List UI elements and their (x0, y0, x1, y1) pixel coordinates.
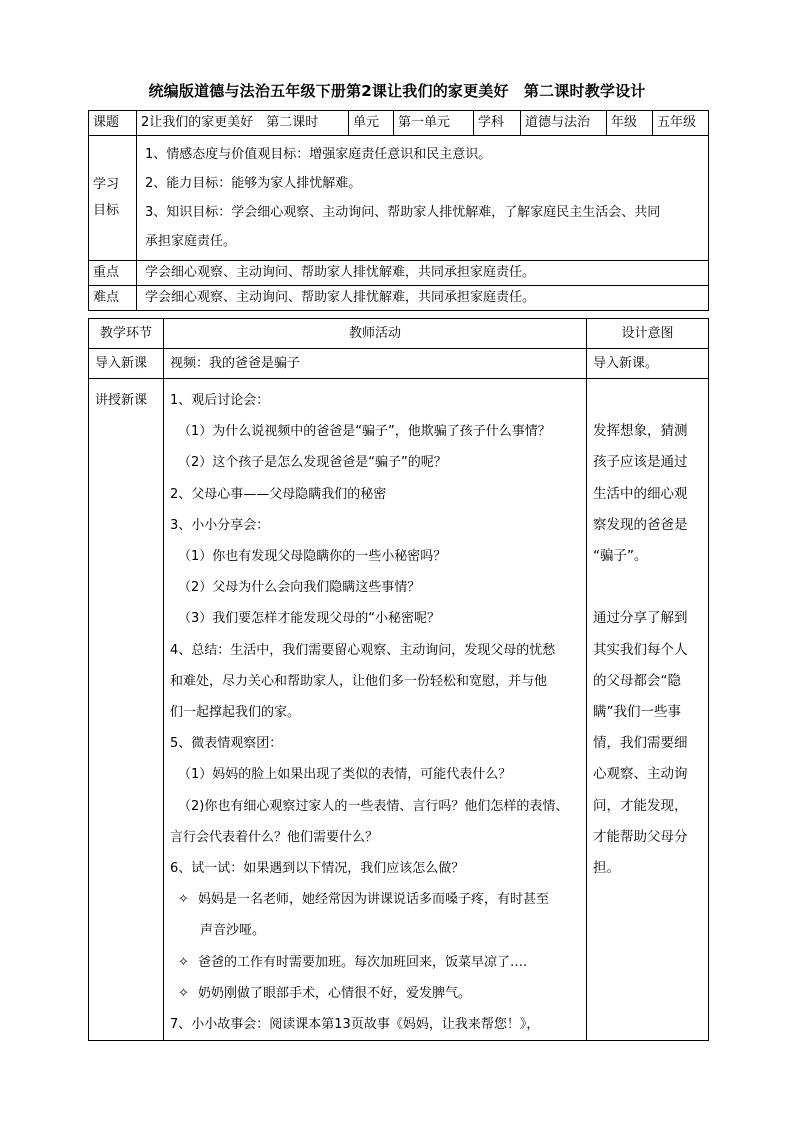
activity-line: 1、观后讨论会： (170, 393, 270, 408)
intent-line: 察发现的爸爸是 (593, 516, 688, 533)
key-points-value: 学会细心观察、主动询问、帮助家人排忧解难，共同承担家庭责任。 (137, 261, 709, 286)
unit-label: 单元 (349, 111, 394, 136)
document-title: 统编版道德与法治五年级下册第2课让我们的家更美好 第二课时教学设计 (148, 82, 646, 100)
bullet-diamond-icon: ✧ (178, 892, 189, 908)
activity-bullet-line (170, 947, 580, 978)
grade-value: 五年级 (653, 111, 709, 136)
difficulties-value: 学会细心观察、主动询问、帮助家人排忧解难，共同承担家庭责任。 (137, 286, 709, 311)
difficulties-row (89, 286, 709, 311)
intent-line: 孩子应该是通过 (593, 454, 688, 471)
intent-line: 其实我们每个人 (593, 641, 688, 658)
bullet-text: 妈妈是一名老师，她经常因为讲课说话多而嗓子疼，有时甚至 (198, 892, 550, 908)
activity-line: （3）我们要怎样才能发现父母的“小秘密呢？ (178, 611, 441, 627)
intro-intent: 导入新课。 (587, 349, 709, 379)
intent-line (593, 385, 702, 416)
lesson-table (88, 318, 709, 1041)
activity-line: （1）为什么说视频中的爸爸是“骗子”，他欺骗了孩子什么事情？ (178, 424, 551, 440)
intent-line: 的父母都会“隐 (593, 672, 681, 689)
activity-line: （2）这个孩子是怎么发现爸爸是“骗子”的呢？ (178, 455, 447, 471)
teach-row (89, 379, 709, 1041)
bullet-diamond-icon: ✧ (178, 985, 189, 1001)
topic-label: 课题 (89, 111, 137, 136)
activity-line: 们一起撑起我们的家。 (170, 705, 301, 721)
goal-item: 承担家庭责任。 (145, 234, 237, 249)
header-stage: 教学环节 (89, 319, 164, 349)
intro-activity: 视频：我的爸爸是骗子 (164, 349, 587, 379)
topic-value: 2让我们的家更美好 第二课时 (137, 111, 349, 136)
teach-stage (89, 379, 164, 1041)
activity-line: 6、试一试：如果遇到以下情况，我们应该怎么做？ (170, 861, 465, 877)
key-points-label: 重点 (89, 261, 137, 286)
subject-value: 道德与法治 (521, 111, 607, 136)
intro-stage: 导入新课 (89, 349, 164, 379)
intent-line: 生活中的细心观 (593, 485, 688, 502)
header-activity: 教师活动 (164, 319, 587, 349)
goal-item: 1、情感态度与价值观目标：增强家庭责任意识和民主意识。 (145, 147, 492, 162)
teach-activity (164, 379, 587, 1041)
activity-line: 2、父母心事——父母隐瞒我们的秘密 (170, 486, 387, 502)
goals-label-line-2: 目标 (93, 203, 120, 218)
activity-line: 和难处，尽力关心和帮助家人，让他们多一份轻松和宽慰，并与他 (170, 673, 548, 689)
unit-value: 第一单元 (394, 111, 474, 136)
bullet-diamond-icon: ✧ (178, 954, 189, 970)
activity-line: （1）妈妈的脸上如果出现了类似的表情，可能代表什么？ (178, 767, 512, 783)
key-points-row (89, 261, 709, 286)
goals-label (89, 136, 137, 261)
intent-line: 担。 (593, 860, 620, 877)
activity-line: 言行会代表着什么？他们需要什么？ (170, 829, 379, 845)
teach-intent (587, 379, 709, 1041)
activity-line: 声音沙哑。 (200, 923, 266, 939)
activity-bullet-line (170, 978, 580, 1009)
activity-bullet-line (170, 884, 580, 915)
activity-line: 5、微表情观察团： (170, 736, 283, 752)
activity-line: （2)你也有细心观察过家人的一些表情、言行吗？他们怎样的表情、 (178, 798, 569, 814)
bullet-text: 奶奶刚做了眼部手术，心情很不好，爱发脾气。 (198, 985, 472, 1001)
goals-label-line-1: 学习 (93, 177, 120, 193)
intent-line: 发挥想象，猜测 (593, 423, 688, 440)
goal-item: 3、知识目标：学会细心观察、主动询问、帮助家人排忧解难，了解家庭民主生活会、共同 (145, 205, 661, 220)
lesson-table-header (89, 319, 709, 349)
topic-row (89, 111, 709, 136)
subject-label: 学科 (474, 111, 521, 136)
activity-line: 3、小小分享会： (170, 517, 270, 533)
header-intent: 设计意图 (587, 319, 709, 349)
intent-line: 才能帮助父母分 (593, 828, 688, 845)
intent-line: 通过分享了解到 (593, 610, 688, 627)
difficulties-label: 难点 (89, 286, 137, 311)
activity-line: 4、总结：生活中，我们需要留心观察、主动询问，发现父母的忧愁 (170, 642, 556, 658)
intent-line: 心观察、主动询 (593, 766, 688, 783)
goal-item: 2、能力目标：能够为家人排忧解难。 (145, 176, 362, 191)
intent-line: 瞒”我们一些事 (593, 704, 681, 721)
intent-line (593, 572, 702, 603)
activity-line: 7、小小故事会：阅读课本第13页故事《妈妈，让我来帮您！》， (170, 1017, 540, 1033)
intent-line: “骗子”。 (593, 548, 648, 565)
intent-line: 问，才能发现， (593, 797, 688, 814)
info-table (88, 110, 709, 311)
teach-stage-label: 讲授新课 (95, 393, 148, 408)
bullet-text: 爸爸的工作有时需要加班。每次加班回来，饭菜早凉了…. (198, 954, 528, 970)
intro-row (89, 349, 709, 379)
goals-content (137, 136, 709, 261)
intent-line: 情，我们需要细 (593, 735, 688, 752)
activity-line: （2）父母为什么会向我们隐瞒这些事情？ (178, 580, 421, 596)
grade-label: 年级 (607, 111, 653, 136)
activity-line: （1）你也有发现父母隐瞒你的一些小秘密吗？ (178, 549, 447, 565)
goals-row (89, 136, 709, 261)
